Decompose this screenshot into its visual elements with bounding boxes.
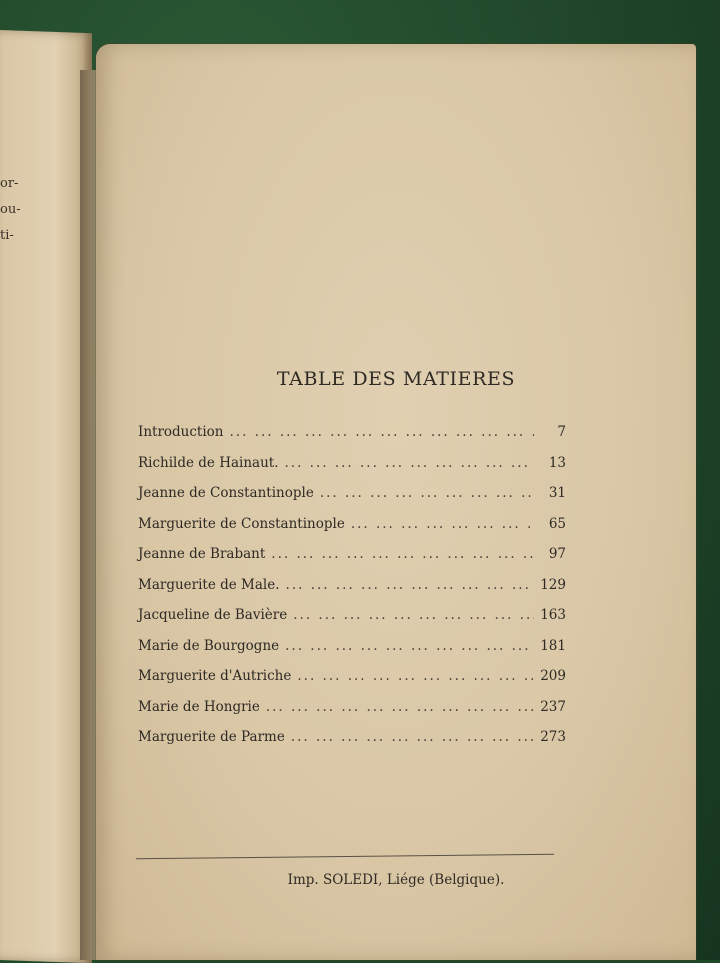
toc-entry	[138, 516, 566, 547]
dot-leader	[271, 546, 534, 562]
dot-leader	[286, 577, 534, 593]
dot-leader	[293, 607, 534, 623]
imprint-rule	[136, 854, 554, 859]
toc-entry	[138, 729, 566, 760]
toc-entry-page: 209	[540, 668, 566, 684]
toc-entry	[138, 546, 566, 577]
dot-leader	[351, 516, 534, 532]
toc-entry-title: Marie de Bourgogne	[138, 637, 280, 654]
toc-entry-title: Jeanne de Constantinople	[138, 485, 314, 501]
toc-entry-page: 7	[557, 424, 566, 440]
imprint-line: Imp. SOLEDI, Liége (Belgique).	[287, 872, 505, 888]
toc-entry-page: 97	[548, 546, 566, 562]
dot-leader	[285, 638, 534, 654]
toc-entry	[138, 485, 566, 516]
toc-list	[138, 424, 566, 760]
toc-entry-title: Marguerite de Male.	[138, 576, 280, 593]
toc-entry-title: Jacqueline de Bavière	[138, 607, 288, 623]
dot-leader	[230, 424, 535, 440]
toc-entry-title: Jeanne de Brabant	[138, 546, 266, 562]
toc-entry-page: 237	[540, 698, 566, 715]
toc-entry-page: 31	[548, 485, 566, 501]
toc-entry-title: Marguerite d'Autriche	[138, 668, 292, 684]
toc-entry	[138, 699, 566, 730]
toc-entry-page: 65	[548, 515, 566, 532]
toc-entry-page: 13	[548, 454, 566, 471]
toc-entry-title: Introduction	[138, 424, 224, 440]
left-page	[0, 30, 92, 963]
toc-entry	[138, 424, 566, 455]
toc-entry-page: 273	[540, 729, 566, 745]
dot-leader	[297, 668, 534, 684]
toc-entry-title: Marguerite de Parme	[138, 729, 285, 745]
toc-entry	[138, 455, 566, 486]
toc-entry	[138, 577, 566, 608]
dot-leader	[291, 729, 534, 745]
toc-entry	[138, 607, 566, 638]
dot-leader	[285, 455, 534, 471]
toc-entry-page: 163	[540, 607, 566, 623]
toc-entry	[138, 668, 566, 699]
toc-entry-page: 129	[540, 576, 566, 593]
dot-leader	[266, 699, 534, 715]
toc-entry-title: Marie de Hongrie	[138, 698, 260, 715]
toc-title: TABLE DES MATIERES	[276, 368, 516, 390]
dot-leader	[320, 485, 534, 501]
toc-entry	[138, 638, 566, 669]
left-page-text-fragment: ti-	[0, 228, 14, 243]
toc-entry-title: Marguerite de Constantinople	[138, 515, 345, 532]
left-page-text-fragment: or-	[0, 176, 19, 191]
left-page-text-fragment: ou-	[0, 202, 21, 217]
right-page	[96, 44, 696, 960]
toc-entry-title: Richilde de Hainaut.	[138, 454, 279, 471]
toc-entry-page: 181	[540, 637, 566, 654]
